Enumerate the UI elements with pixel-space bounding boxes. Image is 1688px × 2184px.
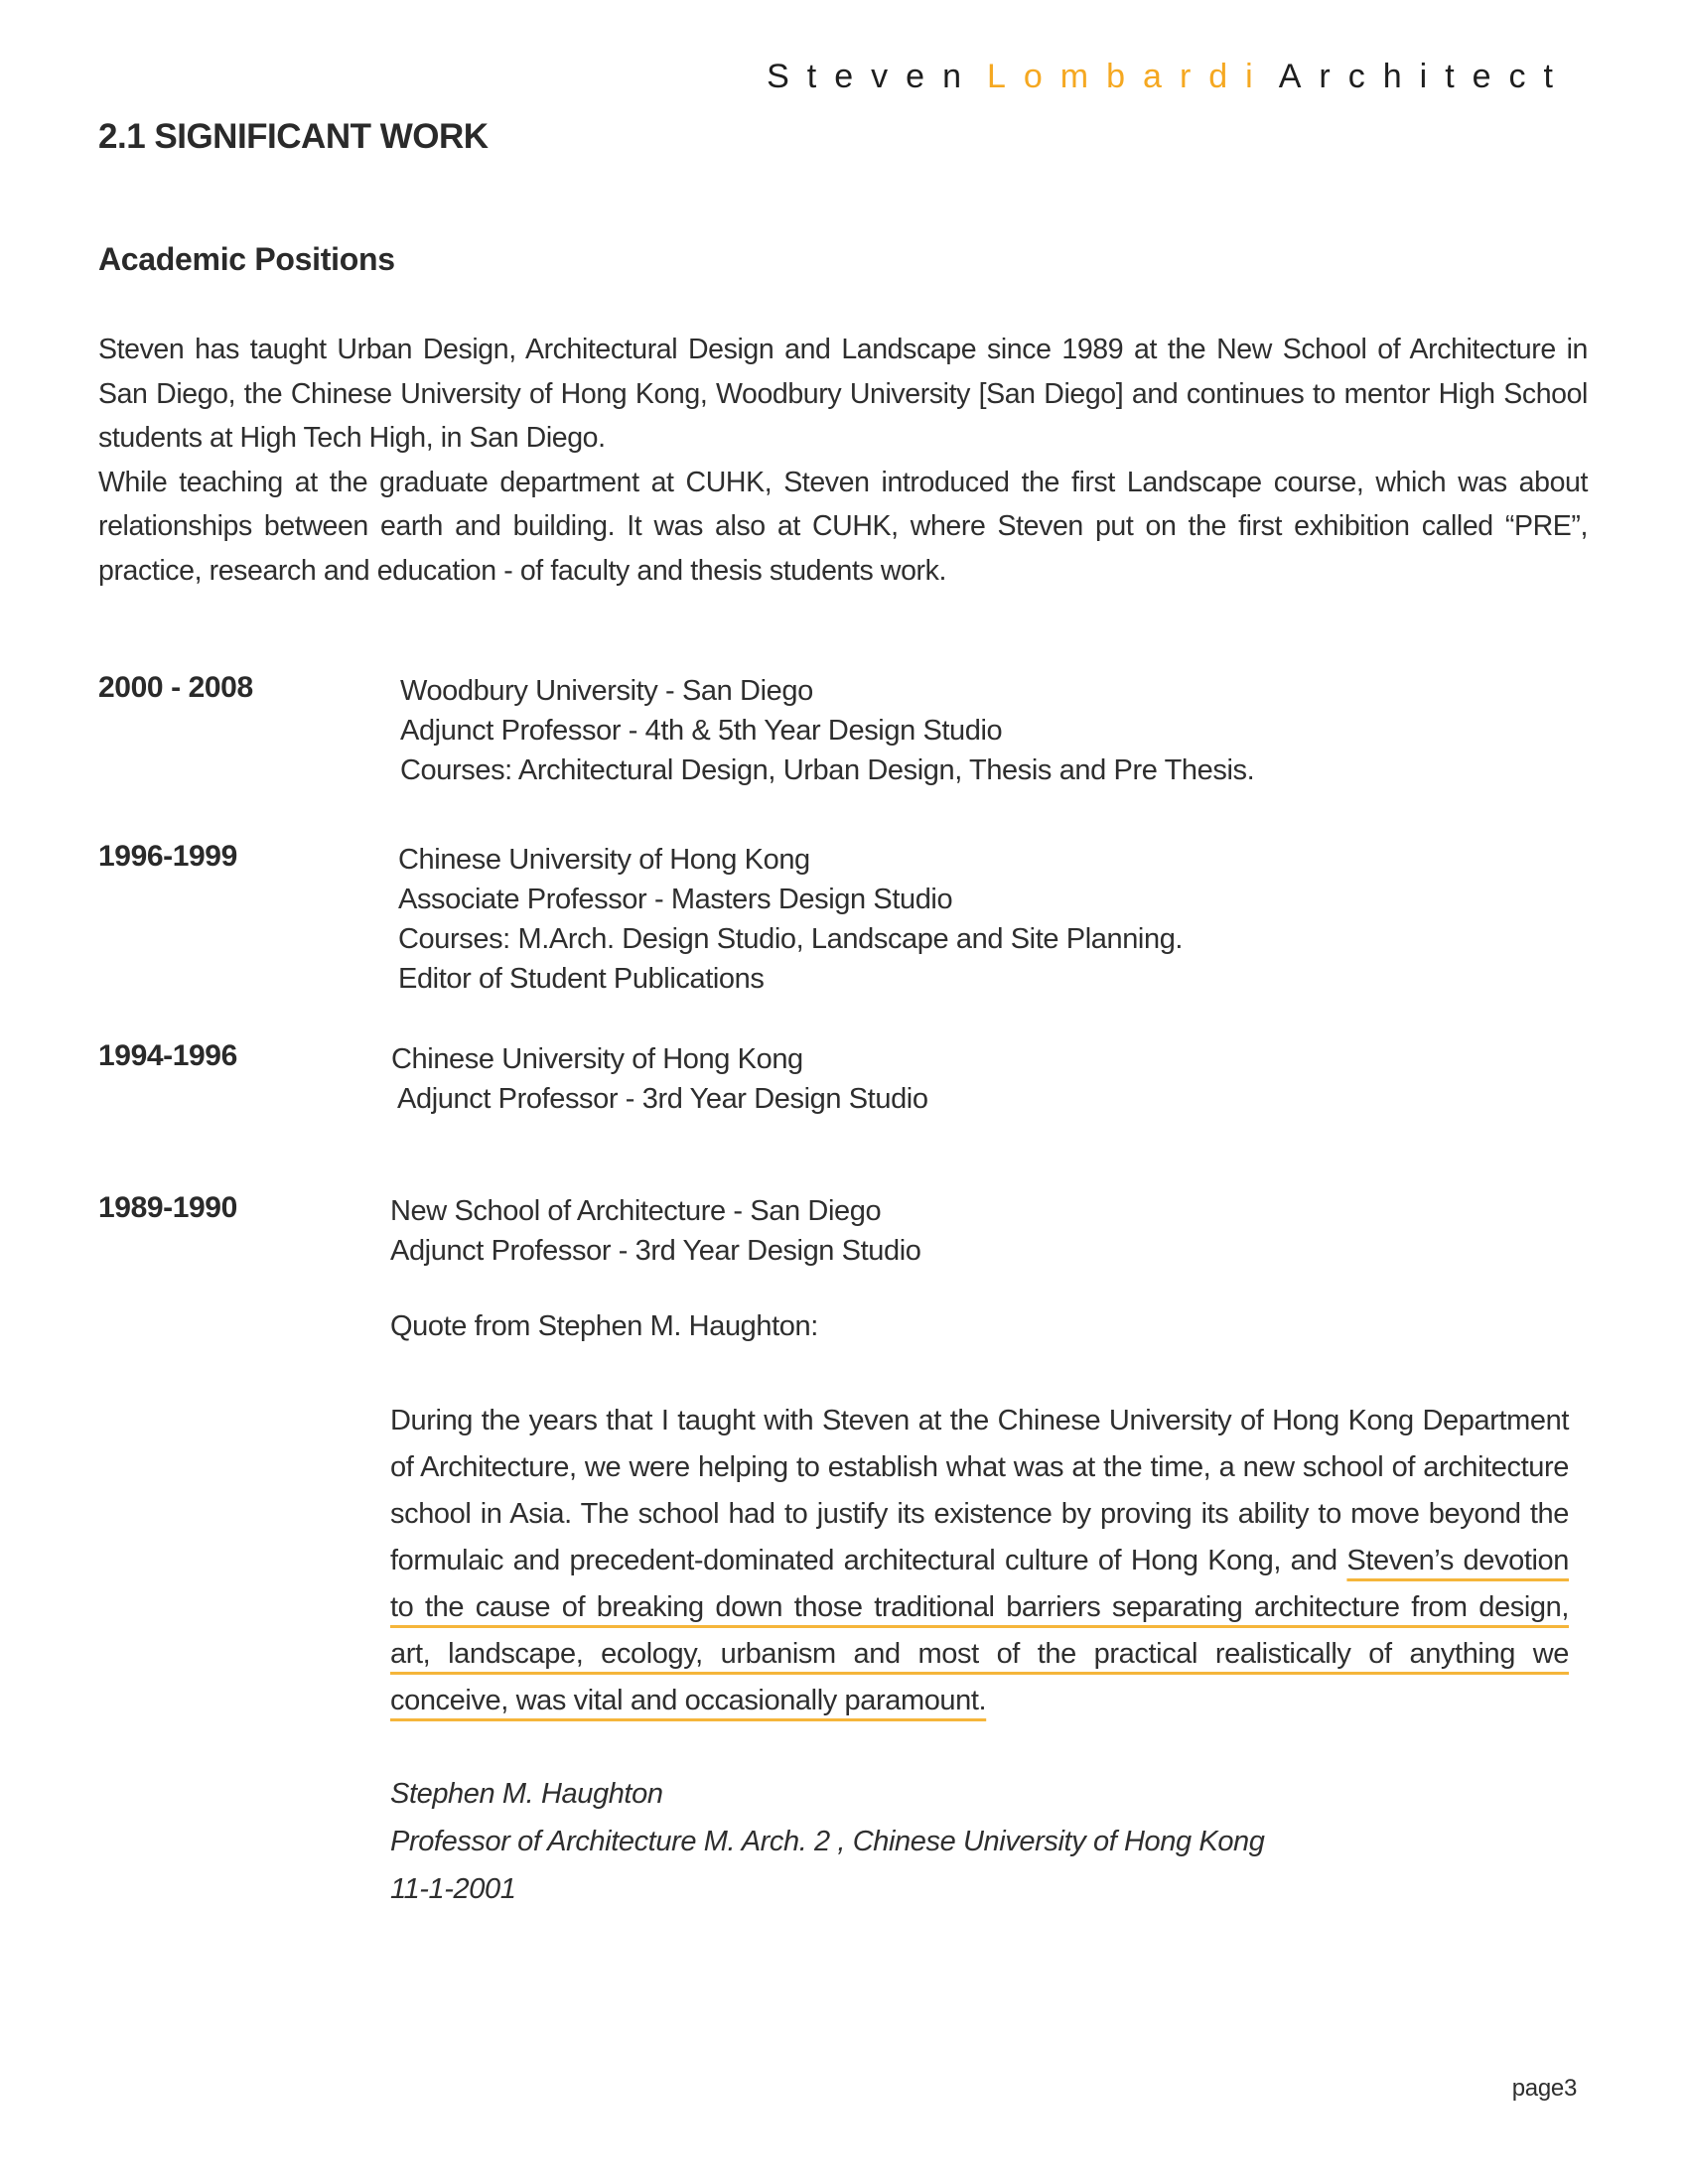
- position-institution: Chinese University of Hong Kong: [391, 1043, 803, 1075]
- quote-text-plain: During the years that I taught with Steven at the Chinese University of Hong Kong Department of Architecture, we were helping to establish what was at the time, a new school of architecture school in Asia. The school had to justify its existence by proving its ability to move beyond the formulaic and precedent-dominated architectural culture of Hong Kong, and: [390, 1405, 1569, 1576]
- position-details: [391, 1039, 928, 1119]
- position-details: [400, 671, 1254, 790]
- position-courses: Courses: M.Arch. Design Studio, Landscape and Site Planning.: [398, 923, 1184, 955]
- position-years: 1996-1999: [98, 840, 237, 873]
- quote-author-title: Professor of Architecture M. Arch. 2 , Chinese University of Hong Kong: [390, 1826, 1265, 1857]
- position-courses: Courses: Architectural Design, Urban Design, Thesis and Pre Thesis.: [400, 754, 1255, 786]
- position-role: Adjunct Professor - 4th & 5th Year Design Studio: [400, 715, 1003, 747]
- intro-paragraph-2: While teaching at the graduate department at CUHK, Steven introduced the first Landscape course, which was about relationships between earth and building. It was also at CUHK, where Steven put on the first exhibition called “PRE”, practice, research and education - of faculty and thesis students work.: [98, 466, 1588, 587]
- quote-text-highlighted: Steven’s devotion to the cause of breaking down those traditional barriers separating architecture from design, art, landscape, ecology, urbanism and most of the practical realistically of anything we conceive, was vital and occasionally paramount.: [390, 1545, 1569, 1716]
- position-years: 2000 - 2008: [98, 671, 253, 704]
- position-years: 1989-1990: [98, 1191, 237, 1224]
- subsection-title: Academic Positions: [98, 241, 395, 277]
- brand-last-name: Lombardi: [986, 58, 1271, 95]
- quote-intro: Quote from Stephen M. Haughton:: [390, 1310, 818, 1342]
- position-role: Adjunct Professor - 3rd Year Design Studio: [390, 1235, 921, 1267]
- brand-profession: Architect: [1278, 58, 1571, 95]
- quote-text: [390, 1398, 1569, 1724]
- position-details: [398, 840, 1183, 999]
- position-institution: Woodbury University - San Diego: [400, 675, 813, 707]
- position-role: Associate Professor - Masters Design Studio: [398, 884, 953, 915]
- position-role: Adjunct Professor - 3rd Year Design Studio: [391, 1083, 928, 1115]
- position-institution: Chinese University of Hong Kong: [398, 844, 810, 876]
- quote-date: 11-1-2001: [390, 1873, 516, 1905]
- intro-text: [98, 328, 1588, 593]
- brand-header: [767, 58, 1579, 96]
- section-title: 2.1 SIGNIFICANT WORK: [98, 117, 489, 156]
- quote-author: Stephen M. Haughton: [390, 1778, 663, 1810]
- brand-first-name: Steven: [767, 58, 979, 95]
- position-extra: Editor of Student Publications: [398, 963, 765, 995]
- quote-signature: [390, 1770, 1265, 1913]
- position-details: [390, 1191, 921, 1271]
- intro-paragraph-1: Steven has taught Urban Design, Architectural Design and Landscape since 1989 at the New School of Architecture in San Diego, the Chinese University of Hong Kong, Woodbury University [San Diego] and continues to mentor High School students at High Tech High, in San Diego.: [98, 334, 1588, 454]
- position-years: 1994-1996: [98, 1039, 237, 1072]
- page-number: page3: [1511, 2075, 1577, 2102]
- position-institution: New School of Architecture - San Diego: [390, 1195, 882, 1227]
